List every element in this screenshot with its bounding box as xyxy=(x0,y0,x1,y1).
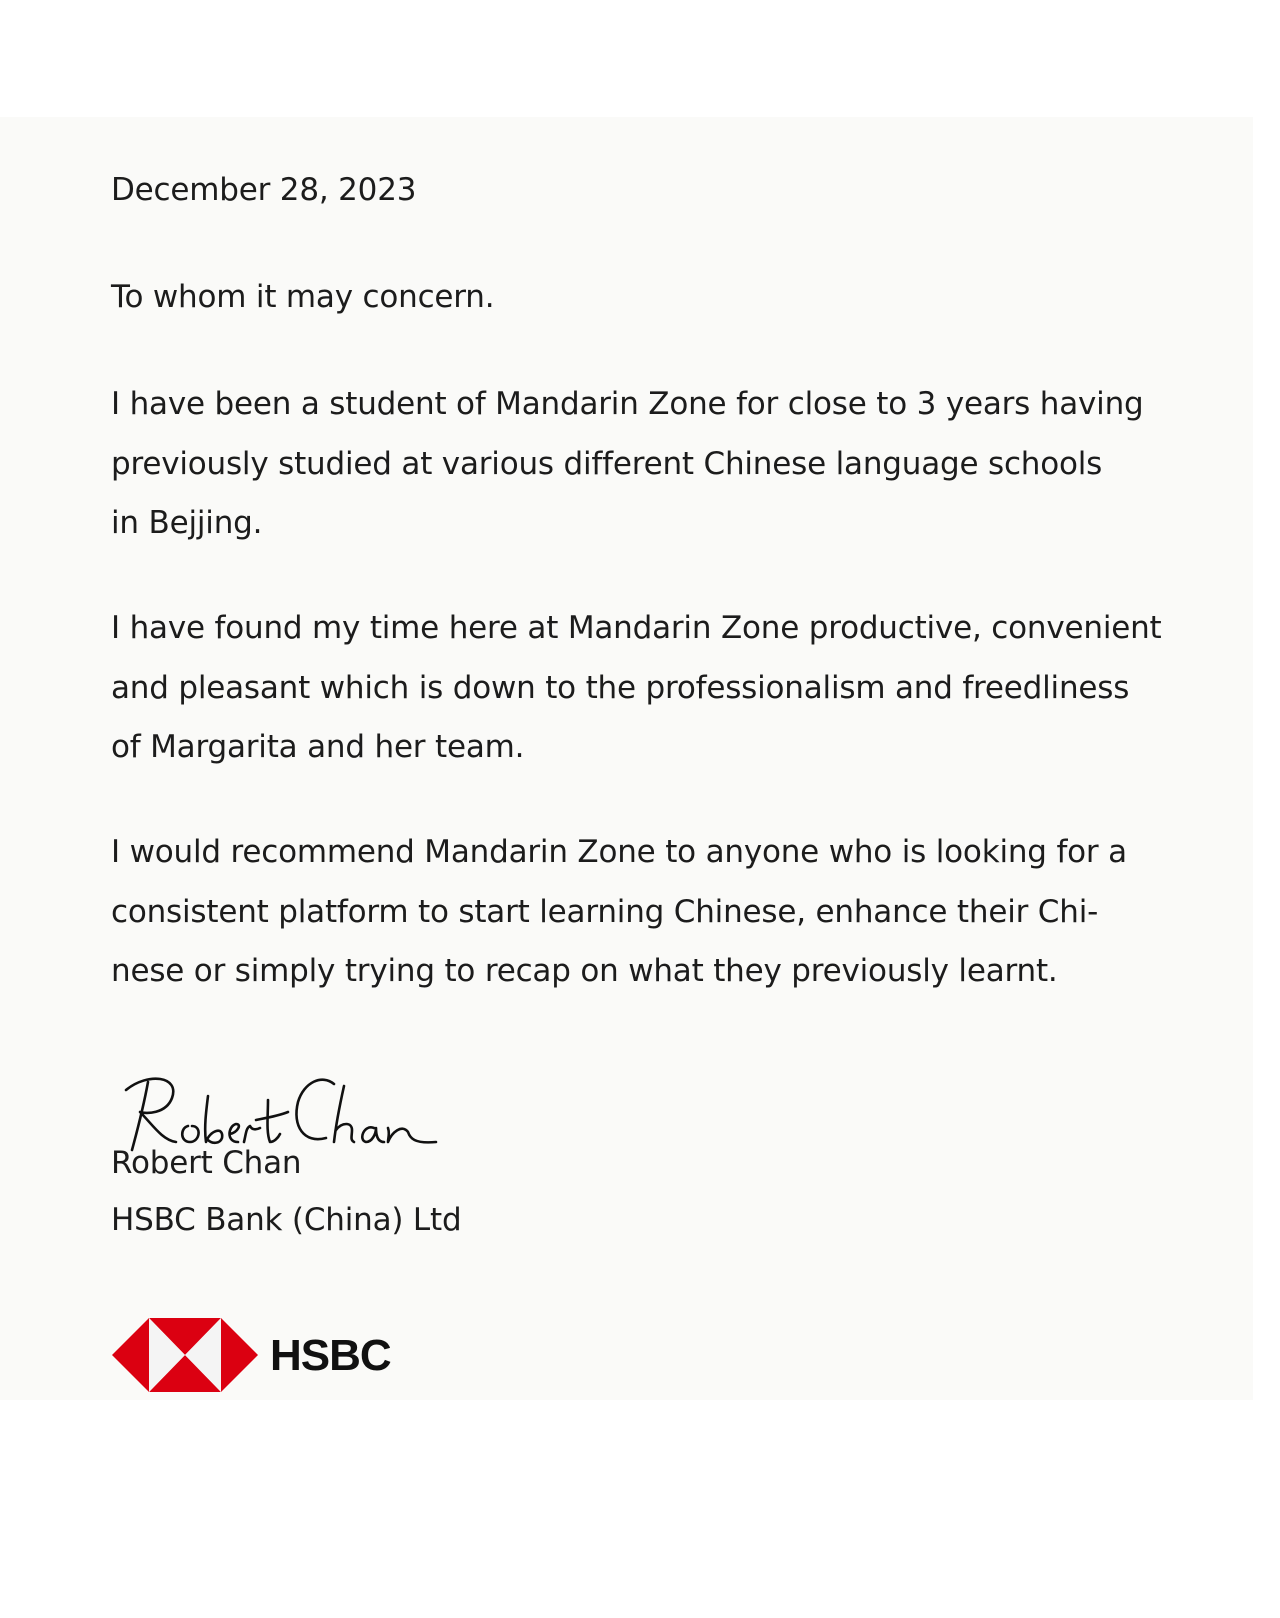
hsbc-wordmark: HSBC xyxy=(270,1331,391,1380)
paragraph-1-line: previously studied at various different Chinese language schools xyxy=(111,445,1103,482)
paragraph-3-line: consistent platform to start learning Chinese, enhance their Chi- xyxy=(111,893,1099,930)
signer-company: HSBC Bank (China) Ltd xyxy=(111,1202,462,1238)
letter-salutation: To whom it may concern. xyxy=(111,279,495,315)
paragraph-2 xyxy=(111,599,1162,778)
paragraph-1-line: I have been a student of Mandarin Zone for close to 3 years having xyxy=(111,386,1144,422)
paragraph-2-line: and pleasant which is down to the professionalism and freedliness xyxy=(111,669,1130,706)
letter-date: December 28, 2023 xyxy=(111,172,417,208)
paragraph-2-line: of Margarita and her team. xyxy=(111,729,525,765)
paragraph-1 xyxy=(111,375,1144,554)
paragraph-2-line: I have found my time here at Mandarin Zone productive, convenient xyxy=(111,610,1162,646)
paragraph-3 xyxy=(111,823,1127,1002)
paragraph-3-line: I would recommend Mandarin Zone to anyone who is looking for a xyxy=(111,834,1127,870)
paragraph-1-line: in Bejjing. xyxy=(111,505,263,541)
signer-name: Robert Chan xyxy=(111,1145,302,1181)
paragraph-3-line: nese or simply trying to recap on what they previously learnt. xyxy=(111,953,1058,989)
